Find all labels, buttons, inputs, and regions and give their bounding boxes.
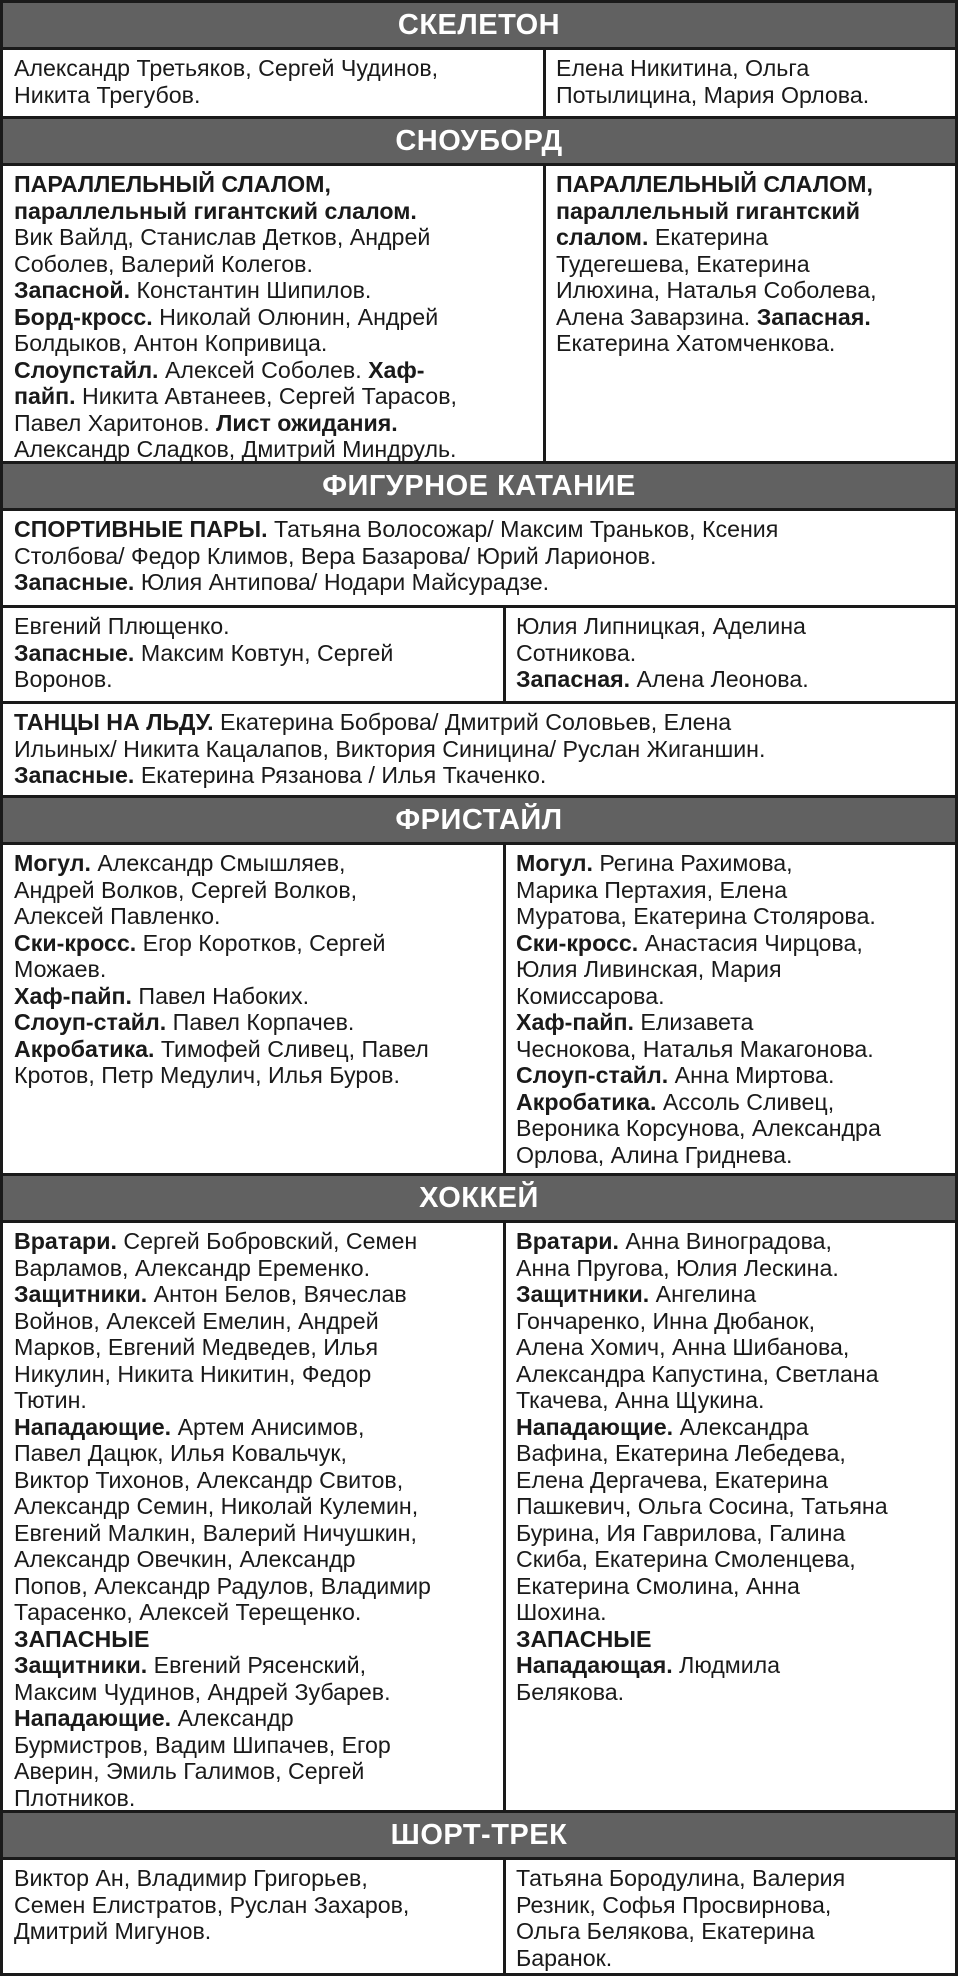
snowboard-men-cell: [3, 166, 543, 461]
figure-pairs-row: [3, 511, 955, 605]
text-line: Войнов, Алексей Емелин, Андрей: [14, 1307, 379, 1334]
text-line: [516, 850, 945, 877]
text-line: Попов, Александр Радулов, Владимир: [14, 1572, 431, 1599]
text-line: Евгений Плющенко.: [14, 613, 230, 639]
bold-label: Нападающая.: [516, 1652, 673, 1678]
text-span: Регина Рахимова,: [592, 850, 793, 876]
shorttrack-women-cell: [503, 1860, 955, 1973]
text-line: [516, 1228, 945, 1255]
text-span: Елизавета: [633, 1009, 754, 1035]
text-line: Ольга Белякова, Екатерина: [516, 1918, 815, 1944]
bold-label: Слоуп-стайл.: [516, 1062, 669, 1088]
text-line: Столбова/ Федор Климов, Вера Базарова/ Юрий Ларионов.: [14, 542, 657, 569]
text-line: [14, 277, 533, 304]
text-line: [14, 516, 945, 543]
text-line: [14, 1036, 493, 1063]
text-line: Бурина, Ия Гаврилова, Галина: [516, 1519, 846, 1546]
text-line: Виктор Тихонов, Александр Свитов,: [14, 1466, 404, 1493]
text-line: [14, 709, 945, 736]
text-line: Вафина, Екатерина Лебедева,: [516, 1440, 846, 1466]
freestyle-row: [3, 845, 955, 1173]
text-line: [516, 1652, 945, 1679]
text-line: [14, 383, 533, 410]
text-line: [516, 666, 945, 693]
figure-women-cell: [503, 608, 955, 701]
text-line: Ткачева, Анна Щукина.: [516, 1387, 765, 1413]
text-span: Анастасия Чирцова,: [638, 929, 863, 956]
text-span: Алена Заварзина.: [556, 303, 757, 330]
section-title: ФИГУРНОЕ КАТАНИЕ: [322, 469, 636, 502]
text-line: Чеснокова, Наталья Макагонова.: [516, 1035, 874, 1062]
bold-label: слалом.: [556, 224, 649, 250]
text-line: [556, 304, 945, 331]
text-line: [14, 1009, 493, 1036]
bold-label: пайп.: [14, 383, 76, 409]
text-line: [516, 1414, 945, 1441]
text-line: Александр Сладков, Дмитрий Миндруль.: [14, 436, 457, 461]
text-span: Сергей Бобровский, Семен: [116, 1228, 418, 1254]
shorttrack-men-cell: [3, 1860, 503, 1973]
text-line: [14, 930, 493, 957]
figure-dance-cell: [3, 704, 955, 795]
text-span: Евгений Рясенский,: [147, 1652, 367, 1678]
text-line: Семен Елистратов, Руслан Захаров,: [14, 1891, 410, 1918]
bold-label: Запасной.: [14, 277, 131, 303]
text-line: [556, 224, 945, 251]
text-line: [516, 1062, 945, 1089]
text-line: [14, 1652, 493, 1679]
text-line: Дмитрий Мигунов.: [14, 1918, 212, 1944]
text-line: Варламов, Александр Еременко.: [14, 1254, 371, 1281]
text-line: Илюхина, Наталья Соболева,: [556, 277, 877, 303]
bold-label: Ски-кросс.: [14, 929, 137, 956]
section-title: СКЕЛЕТОН: [397, 8, 561, 41]
text-line: Александр Третьяков, Сергей Чудинов,: [14, 55, 439, 81]
text-line: Скиба, Екатерина Смоленцева,: [516, 1546, 856, 1572]
bold-label: Могул.: [14, 850, 91, 876]
text-line: Пашкевич, Ольга Сосина, Татьяна: [516, 1493, 888, 1519]
text-line: Потылицина, Мария Орлова.: [556, 81, 870, 108]
bold-label: Слоуп-стайл.: [14, 1009, 167, 1035]
text-line: Орлова, Алина Гриднева.: [516, 1141, 793, 1168]
bold-label: Запасные.: [14, 639, 135, 666]
text-line: [14, 762, 945, 789]
text-line: [14, 850, 493, 877]
text-line: Марика Пертахия, Елена: [516, 876, 788, 903]
text-line: Аверин, Эмиль Галимов, Сергей: [14, 1758, 365, 1784]
text-span: Максим Ковтун, Сергей: [134, 639, 394, 666]
bold-label: Акробатика.: [14, 1035, 155, 1062]
text-line: Марков, Евгений Медведев, Илья: [14, 1334, 379, 1360]
bold-label: Запасные.: [14, 762, 135, 788]
text-line: Кротов, Петр Медулич, Илья Буров.: [14, 1062, 400, 1088]
text-line: [516, 930, 945, 957]
hockey-women-cell: [503, 1223, 955, 1810]
snowboard-women-cell: [543, 166, 955, 461]
bold-label: Хаф-пайп.: [516, 1009, 634, 1035]
text-line: Алексей Павленко.: [14, 903, 221, 929]
text-span: Александр: [171, 1705, 294, 1731]
bold-label: Могул.: [516, 850, 593, 876]
text-line: Гончаренко, Инна Дюбанок,: [516, 1307, 816, 1334]
text-line: Елена Никитина, Ольга: [556, 55, 810, 81]
bold-label: Лист ожидания.: [216, 409, 398, 436]
text-span: Никита Автанеев, Сергей Тарасов,: [75, 383, 457, 409]
text-line: Воронов.: [14, 666, 113, 692]
text-span: Татьяна Волосожар/ Максим Траньков, Ксения: [267, 516, 779, 542]
section-header-freestyle: [3, 795, 955, 845]
text-span: Екатерина: [648, 224, 769, 250]
bold-label: Хаф-пайп.: [14, 982, 132, 1009]
text-line: Максим Чудинов, Андрей Зубарев.: [14, 1678, 391, 1705]
text-line: Можаев.: [14, 956, 107, 982]
bold-label: Вратари.: [14, 1228, 117, 1254]
skeleton-women-cell: [543, 50, 955, 116]
section-header-hockey: [3, 1173, 955, 1223]
text-line: [14, 410, 533, 437]
section-title: ХОККЕЙ: [419, 1181, 539, 1214]
figure-pairs-cell: [3, 511, 955, 605]
figure-men-cell: [3, 608, 503, 701]
text-line: Баранок.: [516, 1944, 613, 1971]
text-line: Муратова, Екатерина Столярова.: [516, 903, 876, 929]
text-line: [14, 357, 533, 384]
text-line: Резник, Софья Просвирнова,: [516, 1891, 832, 1918]
text-span: Константин Шипилов.: [130, 277, 372, 303]
section-header-skeleton: [3, 0, 955, 50]
bold-label: Нападающие.: [14, 1413, 172, 1440]
bold-label: Хаф-: [368, 356, 425, 383]
skeleton-row: [3, 50, 955, 116]
bold-label: Запасные.: [14, 569, 135, 595]
bold-label: Ски-кросс.: [516, 929, 639, 956]
text-line: ЗАПАСНЫЕ: [516, 1625, 652, 1652]
text-span: Александр Смышляев,: [90, 850, 346, 876]
text-line: Никита Трегубов.: [14, 81, 201, 108]
text-line: Павел Дацюк, Илья Ковальчук,: [14, 1440, 347, 1466]
text-line: Виктор Ан, Владимир Григорьев,: [14, 1865, 368, 1891]
text-line: Андрей Волков, Сергей Волков,: [14, 876, 358, 903]
text-line: Алена Хомич, Анна Шибанова,: [516, 1334, 850, 1360]
text-line: параллельный гигантский: [556, 197, 861, 224]
text-span: Людмила: [672, 1652, 781, 1678]
text-line: Евгений Малкин, Валерий Ничушкин,: [14, 1519, 417, 1546]
text-line: [14, 304, 533, 331]
text-line: Екатерина Хатомченкова.: [556, 330, 836, 356]
text-line: Белякова.: [516, 1678, 625, 1705]
text-line: Тудегешева, Екатерина: [556, 250, 810, 277]
text-line: Соболев, Валерий Колегов.: [14, 250, 313, 277]
text-line: Ильиных/ Никита Кацалапов, Виктория Синицина/ Руслан Жиганшин.: [14, 735, 766, 762]
text-line: Юлия Ливинская, Мария: [516, 956, 782, 982]
text-span: Анна Миртова.: [668, 1062, 835, 1088]
text-line: Плотников.: [14, 1784, 136, 1810]
text-line: Вероника Корсунова, Александра: [516, 1115, 881, 1141]
text-span: Павел Набоких.: [131, 982, 310, 1009]
text-line: Болдыков, Антон Копривица.: [14, 330, 328, 356]
text-span: Екатерина Рязанова / Илья Ткаченко.: [134, 762, 547, 788]
figure-dance-row: [3, 701, 955, 795]
text-line: Шохина.: [516, 1599, 607, 1625]
text-span: Ангелина: [649, 1281, 757, 1307]
freestyle-women-cell: [503, 845, 955, 1173]
text-span: Александра: [673, 1413, 809, 1440]
text-line: [516, 1089, 945, 1116]
section-header-figure-skating: [3, 461, 955, 511]
hockey-row: [3, 1223, 955, 1810]
bold-label: Нападающие.: [14, 1705, 172, 1731]
bold-label: Запасная.: [516, 666, 631, 692]
bold-label: Защитники.: [516, 1281, 650, 1307]
hockey-men-cell: [3, 1223, 503, 1810]
text-line: [14, 1414, 493, 1441]
text-span: Тимофей Сливец, Павел: [154, 1035, 429, 1062]
text-line: [14, 569, 945, 596]
text-line: [14, 1228, 493, 1255]
shorttrack-row: [3, 1860, 955, 1973]
text-span: Анна Виноградова,: [618, 1228, 832, 1254]
text-span: Павел Харитонов.: [14, 409, 217, 436]
text-line: Елена Дергачева, Екатерина: [516, 1466, 828, 1493]
bold-label: Вратари.: [516, 1228, 619, 1254]
snowboard-row: [3, 166, 955, 461]
text-line: Бурмистров, Вадим Шипачев, Егор: [14, 1731, 391, 1758]
section-header-snowboard: [3, 116, 955, 166]
text-span: Николай Олюнин, Андрей: [152, 303, 439, 330]
text-line: Татьяна Бородулина, Валерия: [516, 1865, 846, 1891]
text-line: Анна Пругова, Юлия Лескина.: [516, 1254, 839, 1281]
bold-label: Защитники.: [14, 1652, 148, 1678]
bold-label: Защитники.: [14, 1281, 148, 1307]
text-span: Павел Корпачев.: [166, 1009, 355, 1035]
text-line: Сотникова.: [516, 639, 637, 666]
text-span: Юлия Антипова/ Нодари Майсурадзе.: [134, 569, 550, 595]
skeleton-men-cell: [3, 50, 543, 116]
figure-singles-row: [3, 605, 955, 701]
text-span: Ассоль Сливец,: [656, 1088, 835, 1115]
text-span: Артем Анисимов,: [171, 1413, 365, 1440]
section-header-short-track: [3, 1810, 955, 1860]
section-title: ШОРТ-ТРЕК: [390, 1818, 568, 1851]
text-line: ПАРАЛЛЕЛЬНЫЙ СЛАЛОМ,: [14, 171, 331, 197]
text-line: [14, 640, 493, 667]
text-line: [14, 1281, 493, 1308]
text-line: [516, 1281, 945, 1308]
bold-label: ТАНЦЫ НА ЛЬДУ.: [14, 709, 214, 735]
freestyle-men-cell: [3, 845, 503, 1173]
text-line: Александр Семин, Николай Кулемин,: [14, 1493, 419, 1519]
text-line: Александр Овечкин, Александр: [14, 1546, 356, 1572]
bold-label: Запасная.: [756, 303, 871, 330]
bold-label: СПОРТИВНЫЕ ПАРЫ.: [14, 516, 268, 542]
text-span: Егор Коротков, Сергей: [136, 929, 386, 956]
text-line: [14, 1705, 493, 1732]
text-span: Алексей Соболев.: [158, 356, 369, 383]
text-line: [14, 983, 493, 1010]
bold-label: Борд-кросс.: [14, 303, 153, 330]
text-span: Алена Леонова.: [630, 666, 809, 692]
bold-label: Нападающие.: [516, 1413, 674, 1440]
section-title: ФРИСТАЙЛ: [395, 803, 563, 836]
text-line: Тютин.: [14, 1387, 87, 1413]
text-line: Вик Вайлд, Станислав Детков, Андрей: [14, 224, 431, 250]
section-title: СНОУБОРД: [395, 124, 563, 157]
text-line: ЗАПАСНЫЕ: [14, 1625, 150, 1652]
text-line: параллельный гигантский слалом.: [14, 197, 417, 224]
text-line: Александра Капустина, Светлана: [516, 1360, 879, 1387]
text-line: Юлия Липницкая, Аделина: [516, 613, 806, 639]
text-span: Антон Белов, Вячеслав: [147, 1281, 407, 1307]
text-line: Комиссарова.: [516, 982, 665, 1009]
text-line: Тарасенко, Алексей Терещенко.: [14, 1599, 362, 1625]
bold-label: Слоупстайл.: [14, 356, 159, 383]
text-line: Екатерина Смолина, Анна: [516, 1572, 800, 1599]
text-line: ПАРАЛЛЕЛЬНЫЙ СЛАЛОМ,: [556, 171, 873, 197]
text-line: [516, 1009, 945, 1036]
text-span: Екатерина Боброва/ Дмитрий Соловьев, Елена: [213, 709, 732, 735]
text-line: Никулин, Никита Никитин, Федор: [14, 1360, 372, 1387]
bold-label: Акробатика.: [516, 1088, 657, 1115]
